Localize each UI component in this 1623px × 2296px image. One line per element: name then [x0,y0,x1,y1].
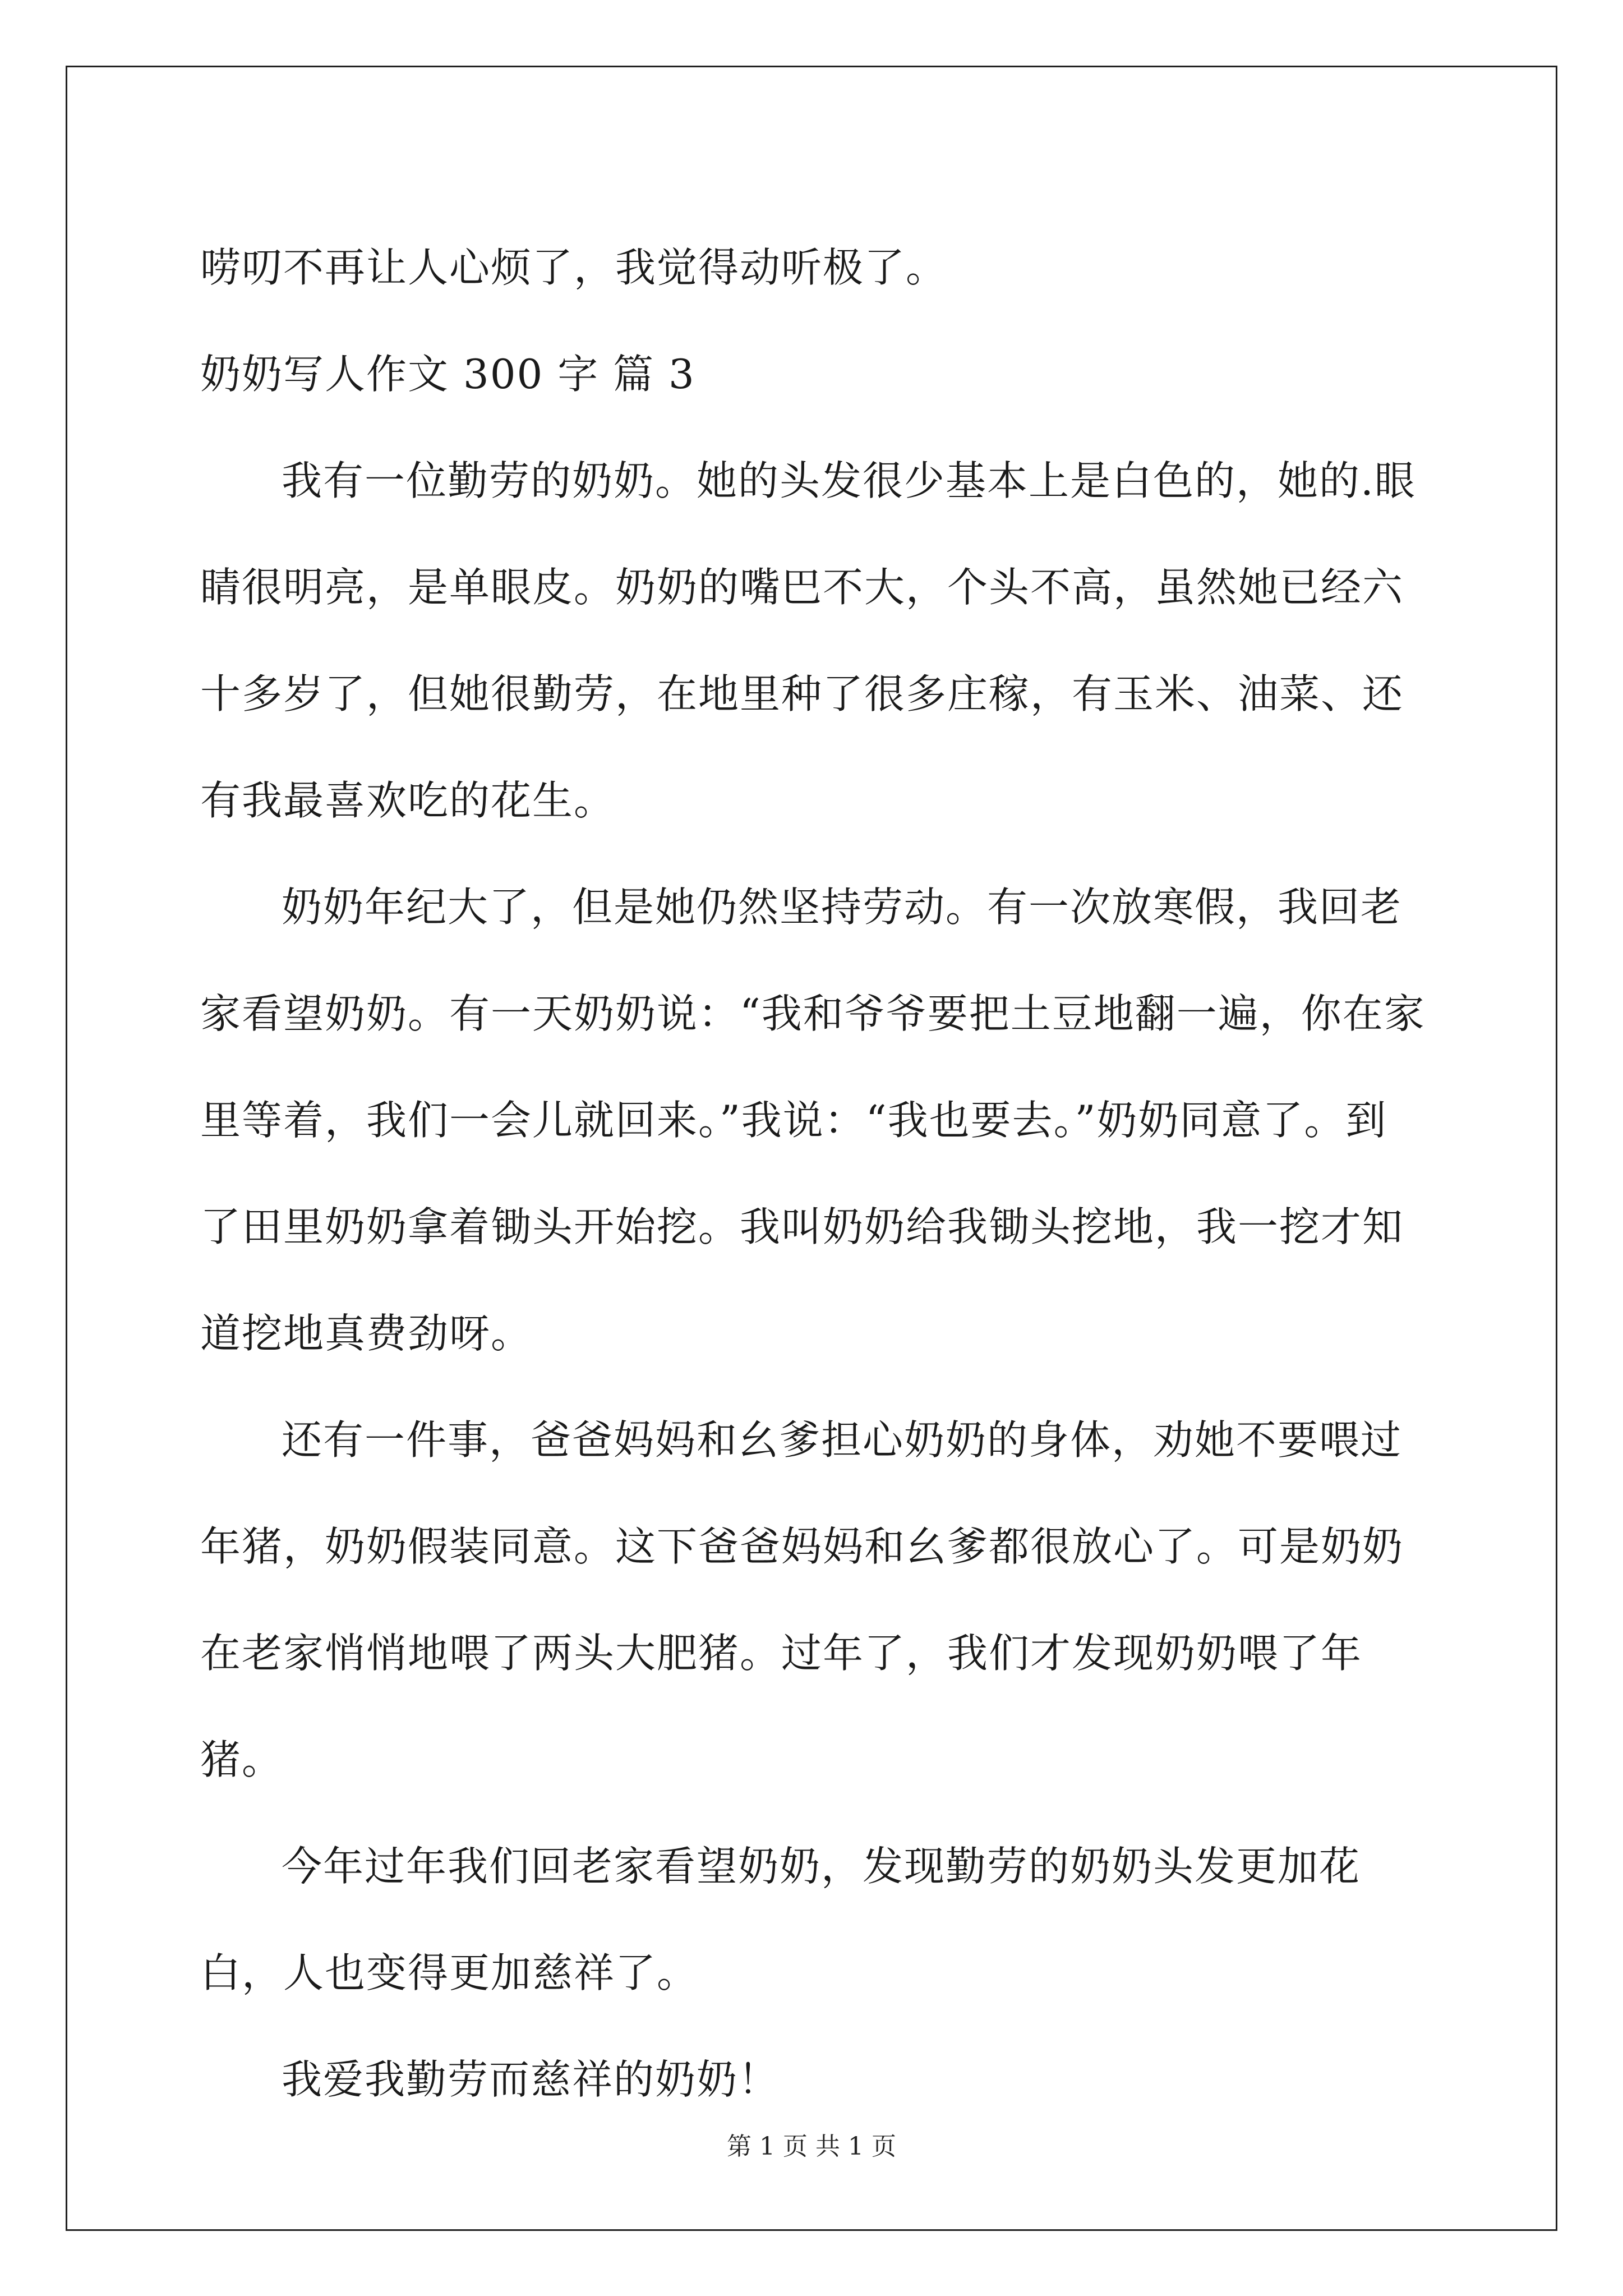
paragraph-4: 今年过年我们回老家看望奶奶，发现勤劳的奶奶头发更加花白，人也变得更加慈祥了。 [200,1843,1361,1996]
paragraph-1: 我有一位勤劳的奶奶。她的头发很少基本上是白色的，她的.眼睛很明亮，是单眼皮。奶奶的嘴巴不大，个头不高，虽然她已经六十多岁了，但她很勤劳，在地里种了很多庄稼，有玉米、油菜、还有我最喜欢吃的花生。 [200,457,1416,824]
document-body [200,214,1428,2133]
section-heading: 奶奶写人作文 300 字 篇 3 [200,351,695,398]
paragraph-2: 奶奶年纪大了，但是她仍然坚持劳动。有一次放寒假，我回老家看望奶奶。有一天奶奶说：“我和爷爷要把土豆地翻一遍，你在家里等着，我们一会儿就回来。”我说：“我也要去。”奶奶同意了。到了田里奶奶拿着锄头开始挖。我叫奶奶给我锄头挖地，我一挖才知道挖地真费劲呀。 [200,884,1426,1357]
lead-line: 唠叨不再让人心烦了，我觉得动听极了。 [200,244,948,291]
paragraph-5: 我爱我勤劳而慈祥的奶奶！ [282,2056,780,2103]
page-number-footer: 第 1 页 共 1 页 [727,2132,896,2161]
paragraph-3: 还有一件事，爸爸妈妈和幺爹担心奶奶的身体，劝她不要喂过年猪，奶奶假装同意。这下爸爸妈妈和幺爹都很放心了。可是奶奶在老家悄悄地喂了两头大肥猪。过年了，我们才发现奶奶喂了年猪。 [200,1416,1404,1783]
